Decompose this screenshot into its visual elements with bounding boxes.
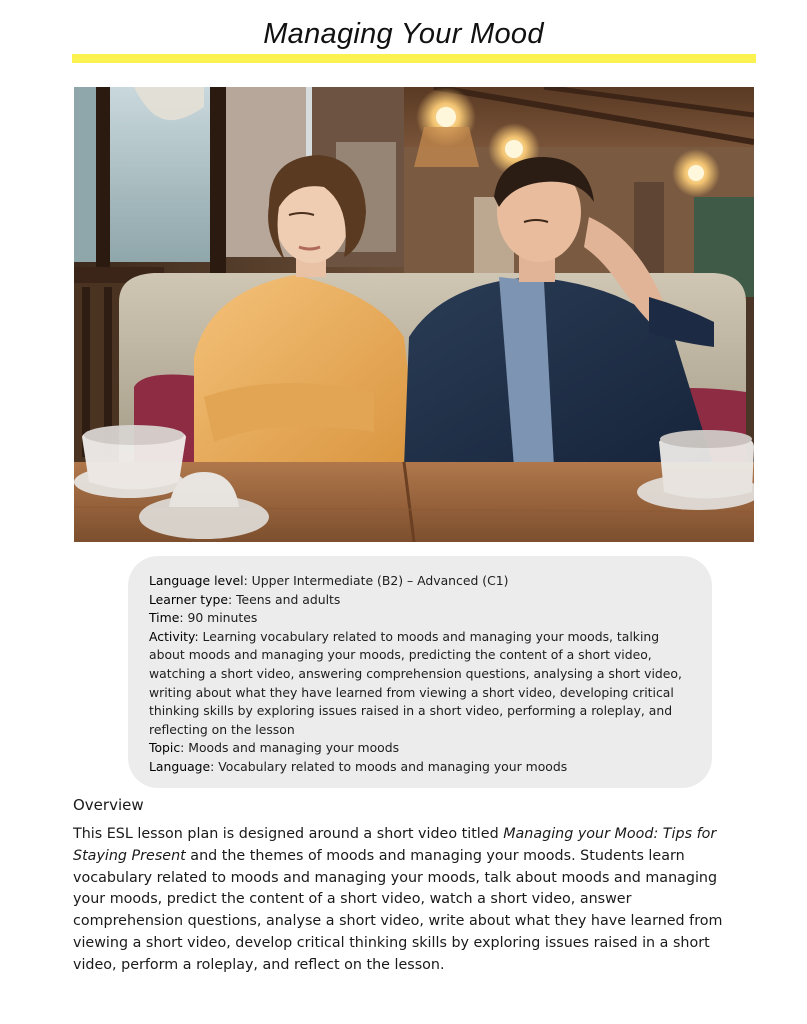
learner-type-label: Learner type	[149, 591, 228, 607]
overview-text: and the themes of moods and managing your moods. Students learn vocabulary related to moods and managing your moods, talk about moods and managing your moods, predict the content of a short video, watch a short video, answer comprehension questions, analyse a short video, write about what they have learned from viewing a short video, develop critical thinking skills by exploring issues raised in a short video, perform a roleplay, and reflect on the lesson.	[73, 847, 723, 973]
cafe-couple-illustration	[74, 87, 754, 542]
learner-type-value: : Teens and adults	[227, 591, 341, 607]
language-line	[149, 758, 692, 777]
overview-intro: This ESL lesson plan is designed around a short video titled	[73, 826, 504, 842]
topic-line	[149, 739, 692, 758]
activity-label: Activity	[149, 628, 195, 644]
time-line	[149, 609, 692, 628]
time-label: Time	[149, 610, 180, 626]
overview-paragraph	[73, 824, 741, 977]
topic-value: : Moods and managing your moods	[180, 740, 400, 756]
language-level-label: Language level	[149, 573, 244, 588]
learner-type-line	[149, 591, 692, 610]
overview-heading: Overview	[73, 796, 144, 814]
topic-label: Topic	[149, 740, 181, 756]
title-underline	[72, 54, 756, 63]
activity-value: : Learning vocabulary related to moods and managing your moods, talking about moods and managing your moods, predicting the content of a short video, watching a short video, answering comprehension questions, analysing a short video, writing about what they have learned from viewing a short video, developing critical thinking skills by exploring issues raised in a short video, performing a roleplay, and reflecting on the lesson	[149, 628, 682, 737]
time-value: : 90 minutes	[179, 610, 258, 626]
page-title: Managing Your Mood	[263, 18, 544, 50]
activity-line	[149, 628, 692, 740]
language-value: : Vocabulary related to moods and managing your moods	[210, 758, 568, 774]
language-label: Language	[149, 758, 211, 774]
video-title: Managing your Mood: Tips for Staying Present	[73, 826, 717, 864]
language-level-line	[149, 572, 692, 591]
lesson-info-card	[128, 556, 712, 788]
language-level-value: : Upper Intermediate (B2) – Advanced (C1)	[243, 573, 509, 588]
hero-image	[74, 87, 754, 542]
